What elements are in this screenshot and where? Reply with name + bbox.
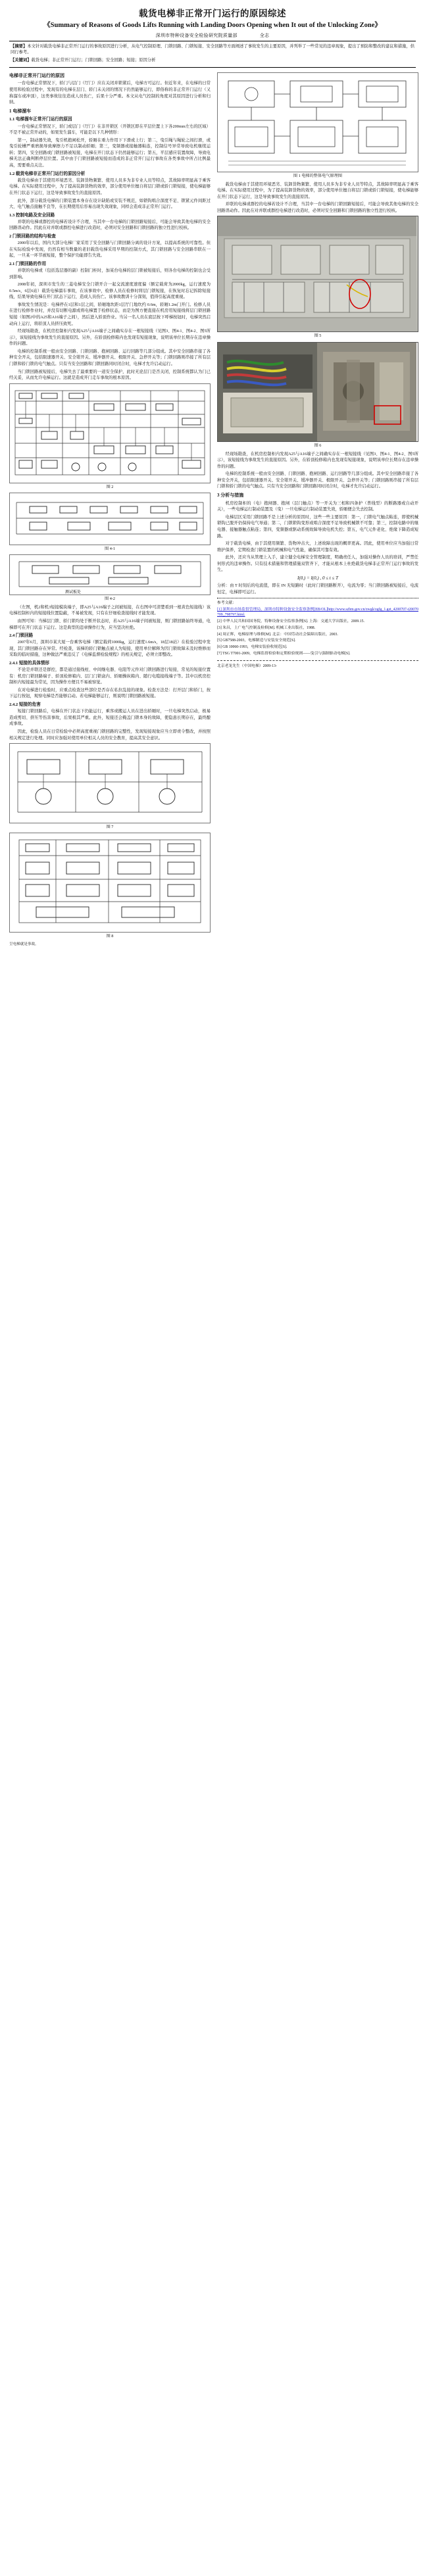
para-3-d: 此外，还应当从管理上入手，建立健全电梯安全管理制度，明确责任人，加强对操作人员的培训，严禁任何形式的违章操作。只有技术措施和管理措施双管齐下，才能从根本上杜绝载货电梯非正常开门运行事故的发生。 bbox=[217, 555, 418, 573]
reference-item: [3] 朱昌，上广电气控制及检修[M]. 机械工业出版社，1988. bbox=[217, 625, 316, 630]
right-column bbox=[217, 70, 418, 669]
page-title: 载货电梯非正常开门运行的原因综述 bbox=[139, 9, 286, 18]
page-footer bbox=[217, 660, 418, 668]
para-mid-d: 当门锁回路被短接后，电梯失去了最重要的一道安全保护，此时无论层门是否关闭，控制系统都认为门已经关妥，从而允许电梯运行。这就是造成开门走车事故的根本原因。 bbox=[9, 369, 211, 381]
keywords-text: 载货电梯；非正常开门运行；门锁回路；安全回路；短接；原因分析 bbox=[31, 58, 156, 63]
figure-5-photo-svg bbox=[218, 216, 416, 331]
figure-4-1-caption: 图 4-1 bbox=[105, 546, 115, 551]
figure-2-svg bbox=[10, 384, 210, 483]
figure-4-1-circuit-diagram bbox=[9, 493, 211, 545]
abstract-text: 本文针对载货电梯非正常开门运行的事故原因进行分析，从电气控制原理、门锁回路、门锁短接、安全回路等方面阐述了事故发生的主要原因，并列举了一些常见的违章现象，提出了预防和整改的建议和措施，供同行参考。 bbox=[11, 43, 415, 55]
two-column-body bbox=[9, 70, 416, 949]
para-3-a: 机房控制柜的（电）抱闸器、抱闸（层门触点）等一开关为三相和四条护（普线型）的断路器或自动开关），一些电梯运行制动装置及（曳）一旦电梯运行制动装置失效，轿厢便会失去控制。 bbox=[217, 500, 418, 512]
subsection-heading-1-2: 1.2 载货电梯非正常开门运行的原因分析 bbox=[9, 171, 86, 176]
closing-note-left: 呈电梯就是事故。 bbox=[9, 942, 39, 947]
para-right-c: 经现场勘查，在机房控制柜内发现A25与A16端子之间确实存在一根短接线（见图3、图4-1、图4-2、图5所示），该短接线为事故发生的直接原因。另外，在轿顶检修箱内也发现有短接现象，说明该单位长期存在违章操作的问题。 bbox=[217, 451, 418, 469]
formula-expression: I(0,) = I(0,) , 0 ≤ t ≤ T bbox=[297, 575, 338, 581]
para-1-2-b: 此外，部分载货电梯的门锁装置本身存在设计缺陷或安装不规范，如锁钩啮合深度不足、锁紧元件间距过大、电气触点接触不良等，在长期使用后容易出现失效现象，同样会造成非正常开门运行。 bbox=[9, 198, 211, 210]
para-mid-a: 事故发生情况是：电梯停在1层和1层之间，轿厢地坎距1层厅门地坎约 0.6m，轿厢1.2m门开门。检修人员在进行检修作业时，并没有切断电源或将电梯置于检修状态，而是为图方便直接在机房用短接线将层门锁回路短接（如图2中的A25和A16端子之间），然后进入轿顶作业。当另一名人员在底层按下呼梯按钮时，电梯突然启动向上运行，将轿顶人员挤压致死。 bbox=[9, 302, 211, 326]
keywords-paragraph bbox=[11, 57, 414, 64]
subsection-heading-2: 2 门锁回路的结构与检查 bbox=[9, 233, 56, 239]
affiliation: 深圳市特种设备安全检验研究院质量部 bbox=[155, 32, 238, 38]
test-board-label: 测试板处 bbox=[65, 590, 82, 595]
reference-item: [4] 周正辉，电梯原理与维修[M]. 北京：中国劳动社会保障出版社，2003. bbox=[217, 632, 338, 637]
para-1-3-a: 并联的电梯或群控的电梯若设计不合理，当其中一台电梯的门锁回路短接后，可能会导致其他电梯的安全回路误动作。因此在对并联或群控电梯进行改造时，必须对安全回路和门锁回路的独立性进行校核。 bbox=[9, 219, 211, 231]
subsection-heading-2-4-2: 2.4.2 短接的危害 bbox=[9, 702, 41, 708]
author-name: 全志 bbox=[259, 32, 270, 38]
para-2-4-2-b: 因此，检验人员在日常检验中必须高度重视门锁回路的完整性，发现短接现象应当立即责令整改，并按照相关规定进行处理。同时应加强对使用单位相关人员的安全教育，提高其安全意识。 bbox=[9, 729, 211, 741]
figure-1-overall-schematic bbox=[217, 72, 418, 172]
subsection-heading-2-4: 2.4 门锁回路 bbox=[9, 633, 34, 639]
keywords-label: 【关键词】 bbox=[11, 58, 32, 63]
affiliation-and-author bbox=[9, 32, 416, 39]
figure-8-svg bbox=[10, 833, 210, 932]
figure-4-2-caption: 图 4-2 bbox=[105, 596, 115, 601]
para-mid-c: 电梯的控制系统一般由安全回路、门锁回路、抱闸回路、运行回路等几部分组成。其中安全回路串接了各种安全开关，包括限速器开关、安全钳开关、缓冲器开关、极限开关、急停开关等；门锁回路则串接了所有层门锁和轿门锁的电气触点。只有当安全回路和门锁回路同时闭合时，电梯才允许启动运行。 bbox=[9, 349, 211, 366]
figure-6-photo-svg bbox=[218, 343, 416, 441]
para-mid-b: 经现场勘查，在机房控制柜内发现A25与A16端子之间确实存在一根短接线（见图3、图4-1、图4-2、图5所示），该短接线为事故发生的直接原因。另外，在轿顶检修箱内也发现有短接现象，说明该单位长期存在违章操作的问题。 bbox=[9, 329, 211, 347]
subsection-heading-2-4-1: 2.4.1 短接的具体情形 bbox=[9, 661, 49, 666]
article-page bbox=[0, 0, 425, 952]
reference-item: [1] 深圳市市场监督管理局，深圳市特种设备安全监察条例[EB/OL]http://www.szbm.gov.cn/zwgk/zgfg_1.gzt_4200707-t20070709_798797.html. bbox=[217, 607, 418, 618]
figure-1-caption: 图 1 电梯的整体电气原理图 bbox=[293, 173, 343, 178]
figure-1-svg bbox=[218, 73, 418, 172]
intro-paragraph: 一台电梯正常情况下，轿门与层门（厅门）应在关闭并锁紧后，电梯方可运行。但近年来，在电梯的日常使用和检验过程中，发现有的电梯在层门、轿门未关闭的情况下仍然能够运行，即俗称的非正常开门运行（又称溜车或冲顶），这类事故往往造成人员伤亡，后果十分严重。本文从电气控制的角度对其原因进行分析和归纳。 bbox=[9, 81, 211, 105]
para-right-b: 并联的电梯或群控的电梯若设计不合理，当其中一台电梯的门锁回路短接后，可能会导致其他电梯的安全回路误动作。因此在对并联或群控电梯进行改造时，必须对安全回路和门锁回路的独立性进行校核。 bbox=[217, 202, 418, 213]
figure-2-circuit-diagram bbox=[9, 383, 211, 483]
figure-4-2-svg bbox=[10, 555, 210, 595]
figure-6-photo-pair bbox=[217, 342, 418, 442]
figure-7-svg bbox=[10, 744, 210, 823]
para-2-1-a: 并联的电梯或（包括选层器的副）控制门柜时，加某台电梯的层门锁被短接后，则各台电梯的控制也会受到影响。 bbox=[9, 268, 211, 279]
references-block bbox=[217, 600, 418, 656]
section-heading-1: 1 电梯溜车 bbox=[9, 108, 32, 114]
para-1-2-a: 载货电梯由于其使用环境恶劣、装卸货物频繁、使用人员多为非专业人员等特点，其故障率明显高于乘客电梯。在实际使用过程中，为了提高装卸货物的效率，部分使用单位擅自将层门锁或轿门锁短接，使电梯能够在开门状态下运行，这是导致事故发生的直接原因。 bbox=[9, 178, 211, 195]
figure-4-1-svg bbox=[10, 493, 210, 545]
subsection-heading-2-1: 2.1 门锁回路的作用 bbox=[9, 261, 47, 266]
reference-item: [5] GB7588-2003，电梯制造与安装安全规范[S]. bbox=[217, 639, 296, 643]
para-2-4-1-b: 在对电梯进行检验时，应重点检查这些部位是否存在私拉乱接的现象。检查方法是：打开层门和轿门，按下运行按钮，观察电梯是否能够启动。若电梯能够运行，则说明门锁回路被短接。 bbox=[9, 687, 211, 699]
para-3-c: 对于载货电梯，由于其使用频繁、货物冲击大，上述故障出现的概率更高。因此，使用单位应当加强日常维护保养，定期检查门锁装置的机械和电气性能，确保其可靠有效。 bbox=[217, 541, 418, 552]
para-2-4-2-a: 短接门锁回路后，电梯在开门状态下仍能运行，乘客或搬运人员在进出轿厢时，一旦电梯突然启动，极易造成剪切、挤压等伤害事故，后果极其严重。此外，短接还会掩盖门锁本身的故障，使隐患长期存在，最终酿成事故。 bbox=[9, 709, 211, 727]
figure-5-cabinet-photo bbox=[217, 216, 418, 332]
para-after-fig4: （左图，机2和机3短接模块端子，即A25与A16端子之间被短接，在右图中可清楚看到一根黄色短接线）该电梯控制柜内的短接线位置隐蔽，不易被发现，只有在仔细检查接线时才能发现。 bbox=[9, 604, 211, 616]
figure-6-caption: 图 6 bbox=[314, 443, 322, 448]
page-title-english: 《Summary of Reasons of Goods Lifts Running with Landing Doors Opening when It out of the Unlocking Zone》 bbox=[43, 22, 382, 30]
abstract-block bbox=[9, 41, 416, 68]
abstract-paragraph bbox=[11, 43, 414, 56]
figure-7-circuit-diagram bbox=[9, 743, 211, 823]
figure-8-circuit-diagram bbox=[9, 833, 211, 933]
para-3-b: 电梯层区采用门锁回路不是上述分析的原因时，这些一些主要原因：第一，门锁电气触点粘连，即使机械锁钩已脱开仍保持电气导通；第二，门锁锁钩变形或啮合深度不足导致机械锁不可靠；第三，控制电路中的继电器、接触器触点粘连；第四，变频器或驱动系统故障导致电机失控；第五，电气元件老化、绝缘下降造成短路。 bbox=[217, 514, 418, 539]
para-right-d: 电梯的控制系统一般由安全回路、门锁回路、抱闸回路、运行回路等几部分组成。其中安全回路串接了各种安全开关，包括限速器开关、安全钳开关、缓冲器开关、极限开关、急停开关等；门锁回路则串接了所有层门锁和轿门锁的电气触点。只有当安全回路和门锁回路同时闭合时，电梯才允许启动运行。 bbox=[217, 472, 418, 489]
subsection-heading-1-1: 1.1 电梯溜车正常开门运行的原因 bbox=[9, 117, 72, 122]
footer-left: 北京老龙先生（中国电梯）2009-13- bbox=[217, 664, 277, 669]
reference-item: [2] 中华人民共和国国务院，特种设备安全监察条例[S]. 上海：交通大学出版社，2009.15. bbox=[217, 620, 364, 624]
para-1-1-b: 第一，制动器失效，曳引机抱闸松开，轿厢在重力作用下下滑或上行；第二，曳引绳与绳轮之间打滑，或曳引轮槽严重磨损导致摩擦力不足以制动轿厢；第三，变频器或接触器粘连，控制信号异常导致电机继续运转；第四，安全回路或门锁回路被短接，电梯在开门状态下仍然能够运行；第五，平层感应装置故障，导致电梯无法正确判断停层位置。其中由于门锁回路被短接而造成的非正常开门运行事故在各类事故中所占比例最高，需要重点关注。 bbox=[9, 137, 211, 168]
section-heading-3: 3 分析与措施 bbox=[217, 492, 244, 498]
figure-2-caption: 图 2 bbox=[106, 484, 114, 489]
references-title: 参考文献： bbox=[217, 601, 236, 606]
para-2-1-b: 2008年初，深圳市发生的三菱电梯安全门锁开合一起交流速度速度偏（额定载荷为2000kg，运行速度为0.5m/s，6层6站）载货电梯溜车事故，在该事故中，检修人员在检修时将层门锁短接，在恢复时忘记拆除短接线，结果导致电梯在开门状态下运行，造成人员伤亡。该事故教训十分深刻，值得引起高度重视。 bbox=[9, 282, 211, 300]
section-heading-intro: 电梯非正常开门运行的原因 bbox=[9, 72, 64, 78]
figure-5-caption: 图 5 bbox=[314, 333, 322, 339]
para-2-a: 2000年以后，国内大部分电梯厂家采用了安全回路与门锁回路分离的设计方案，以提高系统的可靠性。但在实际检验中发现，仍然有相当数量的老旧载货电梯采用早期的控制方式，其门锁回路与安全回路串联在一起，一旦某一环节被短接，整个保护功能即告失效。 bbox=[9, 241, 211, 258]
figure-7-caption: 图 7 bbox=[106, 825, 114, 830]
reference-item: [7] TSG T7001-2009，电梯监督检验和定期检验规则——曳引与强制驱动电梯[S]. bbox=[217, 651, 351, 656]
para-2-4: 2007年6月，深圳市某大厦一台乘客电梯（额定载荷1000kg，运行速度1.6m/s，18层18站）在检验过程中发现，其门锁回路存在异常。经检查，该梯的轿门锁触点被人为短接，使用单位解释为因门锁故障未及时维修而采取的临时措施，这种做法严重违反了《电梯监督检验规程》的相关规定，必须立即整改。 bbox=[9, 640, 211, 658]
reference-item: [6] GB 10060-1993，电梯安装验收规范[S]. bbox=[217, 644, 288, 649]
subsection-heading-1-3: 1.3 控制电路及安全回路 bbox=[9, 212, 55, 218]
abstract-label: 【摘要】 bbox=[11, 43, 28, 49]
left-column bbox=[9, 70, 211, 949]
figure-8-caption: 图 8 bbox=[106, 934, 114, 939]
para-after-fig4-b: 由图可知：当梯层门锁、轿门锁均处于断开状态时，若A25与A16端子间被短接，则门锁回路始终导通，电梯即可在开门状态下运行。这是典型的违章操作行为，应当坚决杜绝。 bbox=[9, 618, 211, 630]
para-right-a: 载货电梯由于其使用环境恶劣、装卸货物频繁、使用人员多为非专业人员等特点，其故障率明显高于乘客电梯。在实际使用过程中，为了提高装卸货物的效率，部分使用单位擅自将层门锁或轿门锁短接，使电梯能够在开门状态下运行，这是导致事故发生的直接原因。 bbox=[217, 182, 418, 199]
figure-4-2-circuit-diagram bbox=[9, 554, 211, 595]
para-2-4-1-a: 不论是并联还是群控，都是通过接线柱、中间继电器、电阻等元件对门锁回路进行短接，常见的短接位置有：机房门锁回路端子、轿顶检修箱内、层门门锁盒内、轿厢操纵箱内、随行电缆接线端子等。其中以机房控制柜内短接最为常见，因为操作方便且不易被察觉。 bbox=[9, 668, 211, 685]
formula-note: 分析：由 T 时刻后的电流值，即在 IN 无短路时（此时门锁回路断开），电流为零；当门锁回路被短接后，电流恒定，电梯即可运行。 bbox=[217, 583, 418, 595]
para-1-1-a: 一台电梯正常情况下，轿门或层门（厅门）在非开锁区（开锁区即在平层位置上下各200mm左右的区域）不是不被正常开动的，如果发生溜车，可能是以下几种情形： bbox=[9, 124, 211, 135]
